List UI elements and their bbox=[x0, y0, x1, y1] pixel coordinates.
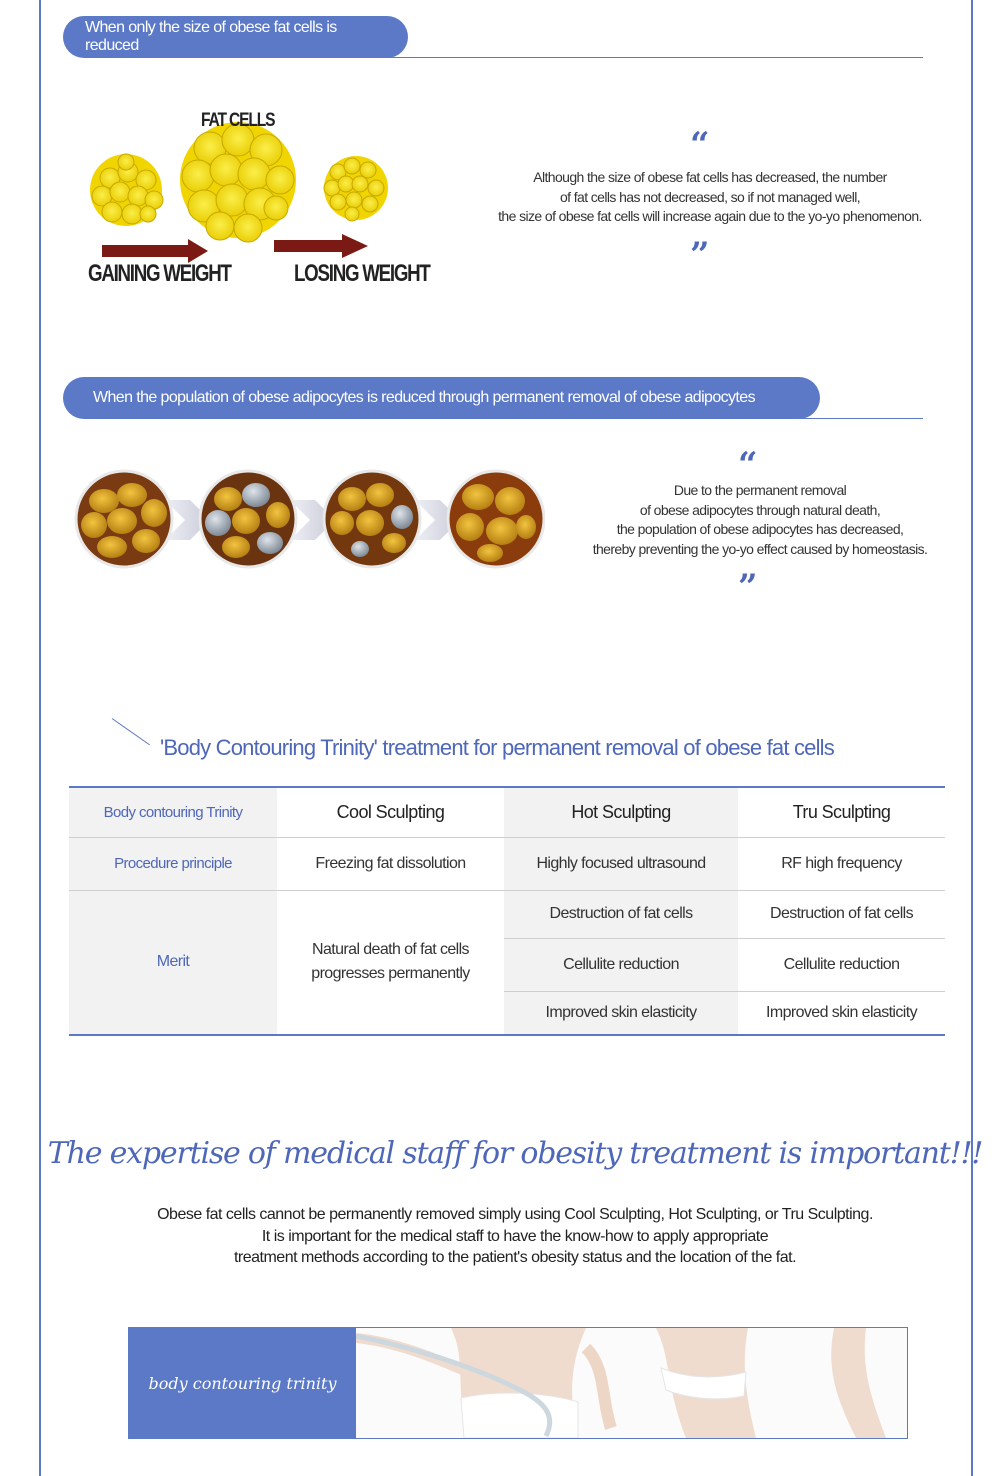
trinity-title: 'Body Contouring Trinity' treatment for permanent removal of obese fat cells bbox=[160, 735, 834, 760]
quote-population-reduced bbox=[565, 481, 955, 559]
quote-line: of obese adipocytes through natural death, bbox=[639, 501, 881, 518]
fat-cells-label: FAT CELLS bbox=[201, 110, 275, 131]
table-cell: Highly focused ultrasound bbox=[504, 837, 738, 890]
fat-cluster-shrunk bbox=[324, 156, 388, 221]
expertise-line: treatment methods according to the patient's obesity status and the location of the fat. bbox=[233, 1249, 797, 1266]
expertise-title: The expertise of medical staff for obesity treatment is important!!! bbox=[47, 1136, 983, 1171]
table-header-cell: Tru Sculpting bbox=[738, 787, 945, 837]
quote-size-reduced bbox=[470, 168, 950, 227]
adipocyte-photo-3 bbox=[324, 471, 420, 567]
trinity-comparison-table bbox=[69, 786, 945, 1036]
close-quote-icon: ” bbox=[690, 235, 710, 275]
banner-label-box bbox=[129, 1328, 356, 1438]
losing-weight-label: LOSING WEIGHT bbox=[294, 260, 430, 287]
section-header-label: When the population of obese adipocytes is reduced through permanent removal of obese adipocytes bbox=[93, 389, 755, 406]
table-cell-cool-merit bbox=[277, 890, 504, 1035]
cool-merit-line: progresses permanently bbox=[311, 965, 470, 983]
section-header-label: When only the size of obese fat cells is reduced bbox=[85, 19, 337, 54]
table-row-merit bbox=[69, 890, 945, 938]
fat-cluster-small bbox=[90, 154, 163, 226]
table-cell: Destruction of fat cells bbox=[504, 890, 738, 938]
banner-body-photo bbox=[356, 1328, 908, 1438]
table-cell: Procedure principle bbox=[69, 837, 277, 890]
expertise-line: Obese fat cells cannot be permanently removed simply using Cool Sculpting, Hot Sculpting, or Tru Sculpting. bbox=[157, 1206, 873, 1223]
fat-cluster-large bbox=[180, 122, 296, 242]
table-row-principle bbox=[69, 837, 945, 890]
gaining-weight-label: GAINING WEIGHT bbox=[88, 260, 231, 287]
table-header-cell: Body contouring Trinity bbox=[69, 787, 277, 837]
section-header-size-reduced bbox=[63, 16, 408, 58]
table-cell: Freezing fat dissolution bbox=[277, 837, 504, 890]
adipocyte-sequence bbox=[70, 465, 545, 575]
cool-merit-line: Natural death of fat cells bbox=[312, 941, 469, 959]
banner-label: body contouring trinity bbox=[148, 1373, 337, 1393]
table-header-cell: Hot Sculpting bbox=[504, 787, 738, 837]
expertise-line: It is important for the medical staff to have the know-how to apply appropriate bbox=[261, 1227, 769, 1245]
open-quote-icon: “ bbox=[690, 125, 710, 165]
adipocyte-photo-4 bbox=[448, 471, 544, 567]
quote-line: Due to the permanent removal bbox=[673, 482, 847, 498]
adipocyte-photo-1 bbox=[76, 471, 172, 567]
expertise-body bbox=[0, 1204, 1000, 1269]
quote-line: the size of obese fat cells will increase again due to the yo-yo phenomenon. bbox=[498, 208, 922, 224]
open-quote-icon: “ bbox=[738, 445, 758, 485]
table-cell: Improved skin elasticity bbox=[504, 991, 738, 1035]
quote-line: thereby preventing the yo-yo effect caused by homeostasis. bbox=[592, 540, 928, 557]
arrow-losing bbox=[274, 234, 368, 258]
section-header-rule bbox=[360, 57, 923, 58]
table-cell: Destruction of fat cells bbox=[738, 890, 945, 938]
quote-line: Although the size of obese fat cells has decreased, the number bbox=[533, 169, 887, 185]
quote-line: the population of obese adipocytes has decreased, bbox=[616, 521, 904, 537]
table-cell: Improved skin elasticity bbox=[766, 1003, 917, 1021]
table-cell: RF high frequency bbox=[738, 837, 945, 890]
trinity-banner bbox=[128, 1327, 908, 1439]
quote-line: of fat cells has not decreased, so if not managed well, bbox=[559, 188, 861, 205]
table-cell-merit-label: Merit bbox=[69, 890, 277, 1035]
table-header-cell: Cool Sculpting bbox=[277, 787, 504, 837]
close-quote-icon: ” bbox=[738, 567, 758, 607]
table-header-row bbox=[69, 787, 945, 837]
section-header-population-reduced bbox=[63, 377, 820, 419]
table-cell: Cellulite reduction bbox=[738, 938, 945, 991]
adipocyte-photo-2 bbox=[200, 471, 296, 567]
table-cell: Cellulite reduction bbox=[504, 938, 738, 991]
section-header-rule bbox=[800, 418, 923, 419]
